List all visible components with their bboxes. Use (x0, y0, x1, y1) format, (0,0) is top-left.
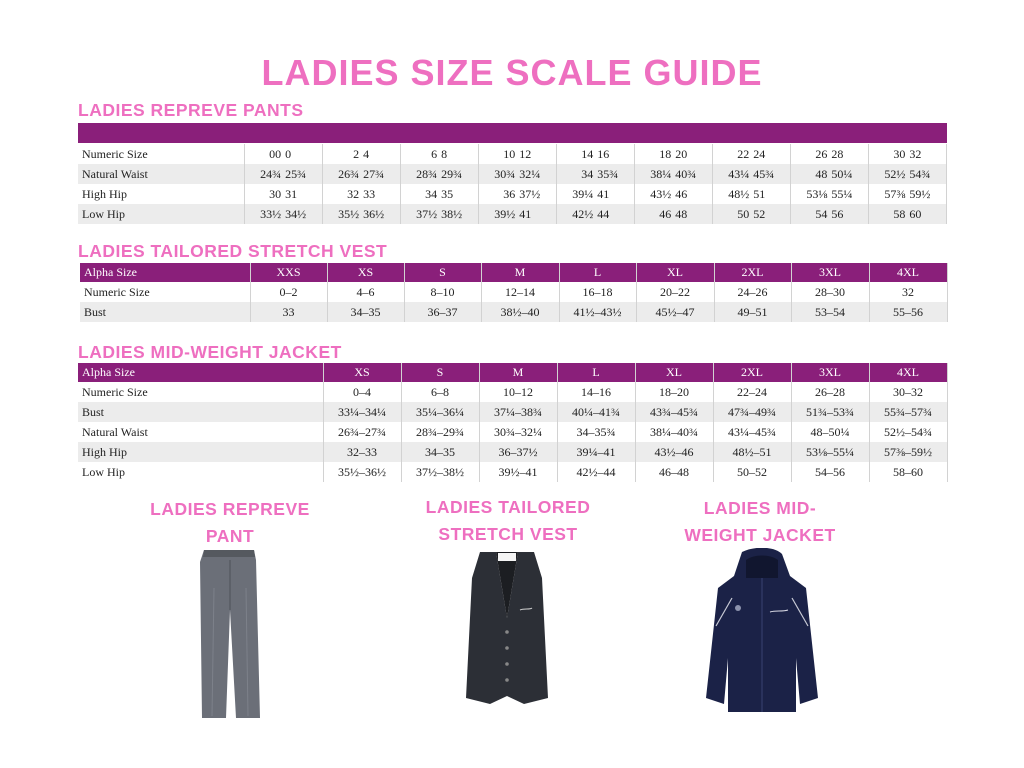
table-cell: 35¾ (595, 164, 634, 184)
table-cell: 43¼–45¾ (713, 422, 791, 442)
table-cell: 30 (893, 146, 906, 161)
table-cell: 22 (737, 146, 750, 161)
row-label: Bust (80, 302, 250, 322)
table-cell: 54 (790, 204, 829, 224)
table-cell: 60 (907, 204, 946, 224)
table-cell: 12 (517, 144, 556, 164)
table-row (78, 462, 947, 482)
column-header: Alpha Size (78, 363, 323, 382)
table-cell: 48 (790, 164, 829, 184)
table-cell: 53⅛–55¼ (791, 442, 869, 462)
table-cell: 30¾–32¼ (479, 422, 557, 442)
table-cell: 43¾–45¾ (635, 402, 713, 422)
row-label: Low Hip (78, 462, 323, 482)
table-cell: 41½–43½ (559, 302, 636, 322)
table-cell: 33 (250, 302, 327, 322)
table-cell: 52½ (868, 164, 907, 184)
table-cell: 52½–54¾ (869, 422, 947, 442)
table-cell: 46 (673, 184, 712, 204)
table-cell: 48 (673, 204, 712, 224)
table-cell: 34½ (283, 204, 322, 224)
table-cell: 42½–44 (557, 462, 635, 482)
table-cell: 34–35¾ (557, 422, 635, 442)
column-header: 3XL (791, 363, 869, 382)
table-cell: 10–12 (479, 382, 557, 402)
table-cell: 4–6 (327, 282, 404, 302)
table-cell: 55¾–57¾ (869, 402, 947, 422)
table-cell: 39¼–41 (557, 442, 635, 462)
table-row (78, 382, 947, 402)
table-cell: 38¼–40¾ (635, 422, 713, 442)
row-label: Natural Waist (78, 422, 323, 442)
table-cell: 26¾–27¾ (323, 422, 401, 442)
table-cell: 52 (751, 204, 790, 224)
table-cell: 6–8 (401, 382, 479, 402)
table-cell: 24¾ (244, 164, 283, 184)
column-header: XXS (250, 263, 327, 282)
table-cell: 6 (431, 146, 438, 161)
jacket-size-table (78, 363, 948, 482)
table-cell: 10 (503, 146, 516, 161)
pants-section-heading: LADIES REPREVE PANTS (78, 100, 304, 120)
table-cell: 25¾ (283, 164, 322, 184)
table-cell: 20–22 (636, 282, 714, 302)
table-cell: 50¼ (829, 164, 868, 184)
table-cell: 37½ (517, 184, 556, 204)
table-cell: 53⅛ (806, 186, 828, 201)
table-cell: 53–54 (791, 302, 869, 322)
table-cell: 42½ (556, 204, 595, 224)
table-cell: 32 (907, 144, 946, 164)
table-cell: 33 (361, 184, 400, 204)
column-header: 2XL (714, 263, 791, 282)
table-cell: 33¼–34¼ (323, 402, 401, 422)
row-label: Natural Waist (78, 164, 244, 184)
column-header: 2XL (713, 363, 791, 382)
table-cell: 44 (595, 204, 634, 224)
jacket-section-heading: LADIES MID-WEIGHT JACKET (78, 342, 342, 362)
table-cell: 2 (353, 146, 360, 161)
vest-caption (398, 494, 618, 548)
table-cell: 41 (595, 184, 634, 204)
table-cell: 35½–36½ (323, 462, 401, 482)
vest-section-heading: LADIES TAILORED STRETCH VEST (78, 241, 388, 261)
column-header: 3XL (791, 263, 869, 282)
table-cell: 47¾–49¾ (713, 402, 791, 422)
table-cell: 24 (751, 144, 790, 164)
table-cell: 34 (425, 186, 438, 201)
page-title: LADIES SIZE SCALE GUIDE (261, 52, 763, 93)
column-header: 4XL (869, 363, 947, 382)
table-cell: 57⅜ (884, 186, 906, 201)
table-cell: 51 (751, 184, 790, 204)
table-cell: 34–35 (327, 302, 404, 322)
table-cell: 37½ (400, 204, 439, 224)
table-cell: 32¼ (517, 164, 556, 184)
table-cell: 31 (283, 184, 322, 204)
table-row (78, 164, 947, 184)
jacket-caption-line2: WEIGHT JACKET (684, 525, 836, 545)
column-header: S (404, 263, 481, 282)
table-cell: 54¾ (907, 164, 946, 184)
column-header: XS (323, 363, 401, 382)
table-cell: 50 (712, 204, 751, 224)
table-cell: 38½–40 (481, 302, 559, 322)
table-header-row (78, 363, 947, 382)
row-label: Numeric Size (78, 382, 323, 402)
vest-caption-line2: STRETCH VEST (438, 524, 578, 544)
table-cell: 8–10 (404, 282, 481, 302)
table-cell: 43½–46 (635, 442, 713, 462)
table-cell: 28–30 (791, 282, 869, 302)
jacket-caption (650, 495, 870, 549)
table-cell: 35¼–36¼ (401, 402, 479, 422)
table-cell: 39¼ (572, 186, 594, 201)
table-cell: 16–18 (559, 282, 636, 302)
table-cell: 0 (283, 144, 322, 164)
table-cell: 46–48 (635, 462, 713, 482)
table-cell: 39½ (478, 204, 517, 224)
table-cell: 32 (869, 282, 947, 302)
table-cell: 43½ (650, 186, 672, 201)
pants-size-table (78, 144, 947, 224)
table-cell: 24–26 (714, 282, 791, 302)
table-cell: 34 (556, 164, 595, 184)
row-label: High Hip (78, 442, 323, 462)
table-cell: 51¾–53¾ (791, 402, 869, 422)
table-row (78, 184, 947, 204)
table-cell: 34–35 (401, 442, 479, 462)
table-cell: 26 (815, 146, 828, 161)
pant-caption-line2: PANT (205, 526, 255, 546)
table-cell: 55–56 (869, 302, 947, 322)
table-cell: 00 (269, 146, 282, 161)
table-cell: 36–37 (404, 302, 481, 322)
table-cell: 48½–51 (713, 442, 791, 462)
table-cell: 30–32 (869, 382, 947, 402)
column-header: Alpha Size (80, 263, 250, 282)
row-label: Numeric Size (78, 144, 244, 164)
table-cell: 35 (439, 184, 478, 204)
table-row (78, 402, 947, 422)
table-cell: 55¼ (829, 184, 868, 204)
table-cell: 33½ (244, 204, 283, 224)
column-header: M (481, 263, 559, 282)
table-cell: 46 (634, 204, 673, 224)
table-cell: 59½ (907, 184, 946, 204)
table-cell: 32 (347, 186, 360, 201)
table-cell: 36½ (361, 204, 400, 224)
pants-header-bar (78, 123, 947, 143)
table-cell: 0–4 (323, 382, 401, 402)
column-header: XS (327, 263, 404, 282)
column-header: S (401, 363, 479, 382)
row-label: Low Hip (78, 204, 244, 224)
row-label: High Hip (78, 184, 244, 204)
column-header: XL (636, 263, 714, 282)
table-cell: 22–24 (713, 382, 791, 402)
table-row (80, 282, 947, 302)
table-cell: 48½ (728, 186, 750, 201)
table-cell: 36 (503, 186, 516, 201)
table-cell: 28 (829, 144, 868, 164)
table-cell: 27¾ (361, 164, 400, 184)
table-cell: 4 (361, 144, 400, 164)
table-cell: 45¾ (751, 164, 790, 184)
table-cell: 39½–41 (479, 462, 557, 482)
table-cell: 16 (595, 144, 634, 164)
table-row (78, 144, 947, 164)
table-cell: 18 (659, 146, 672, 161)
table-cell: 35½ (322, 204, 361, 224)
table-cell: 32–33 (323, 442, 401, 462)
table-cell: 29¾ (439, 164, 478, 184)
table-row (78, 422, 947, 442)
table-cell: 26–28 (791, 382, 869, 402)
table-cell: 50–52 (713, 462, 791, 482)
row-label: Numeric Size (80, 282, 250, 302)
jacket-image (702, 548, 822, 716)
column-header: L (559, 263, 636, 282)
vest-size-table (80, 263, 948, 322)
table-cell: 36–37½ (479, 442, 557, 462)
table-cell: 30¾ (478, 164, 517, 184)
table-cell: 28¾ (400, 164, 439, 184)
vest-image (462, 548, 552, 708)
table-cell: 54–56 (791, 462, 869, 482)
table-cell: 28¾–29¾ (401, 422, 479, 442)
column-header: M (479, 363, 557, 382)
row-label: Bust (78, 402, 323, 422)
pant-caption (120, 496, 340, 550)
table-cell: 45½–47 (636, 302, 714, 322)
pant-caption-line1: LADIES REPREVE (150, 499, 310, 519)
table-cell: 14–16 (557, 382, 635, 402)
column-header: XL (635, 363, 713, 382)
table-cell: 58–60 (869, 462, 947, 482)
table-cell: 30 (269, 186, 282, 201)
table-cell: 43¼ (712, 164, 751, 184)
table-cell: 20 (673, 144, 712, 164)
table-cell: 0–2 (250, 282, 327, 302)
table-header-row (80, 263, 947, 282)
table-cell: 40¼–41¾ (557, 402, 635, 422)
pant-image (190, 548, 270, 720)
jacket-caption-line1: LADIES MID- (703, 498, 817, 518)
table-cell: 37¼–38¾ (479, 402, 557, 422)
table-cell: 57⅜–59½ (869, 442, 947, 462)
table-cell: 49–51 (714, 302, 791, 322)
table-row (78, 442, 947, 462)
vest-caption-line1: LADIES TAILORED (425, 497, 591, 517)
table-cell: 18–20 (635, 382, 713, 402)
table-cell: 48–50¼ (791, 422, 869, 442)
table-row (78, 204, 947, 224)
table-cell: 58 (868, 204, 907, 224)
table-cell: 38¼ (634, 164, 673, 184)
table-cell: 40¾ (673, 164, 712, 184)
table-cell: 26¾ (322, 164, 361, 184)
table-cell: 56 (829, 204, 868, 224)
table-row (80, 302, 947, 322)
table-cell: 12–14 (481, 282, 559, 302)
table-cell: 38½ (439, 204, 478, 224)
column-header: L (557, 363, 635, 382)
table-cell: 37½–38½ (401, 462, 479, 482)
table-cell: 41 (517, 204, 556, 224)
table-cell: 8 (439, 144, 478, 164)
column-header: 4XL (869, 263, 947, 282)
table-cell: 14 (581, 146, 594, 161)
